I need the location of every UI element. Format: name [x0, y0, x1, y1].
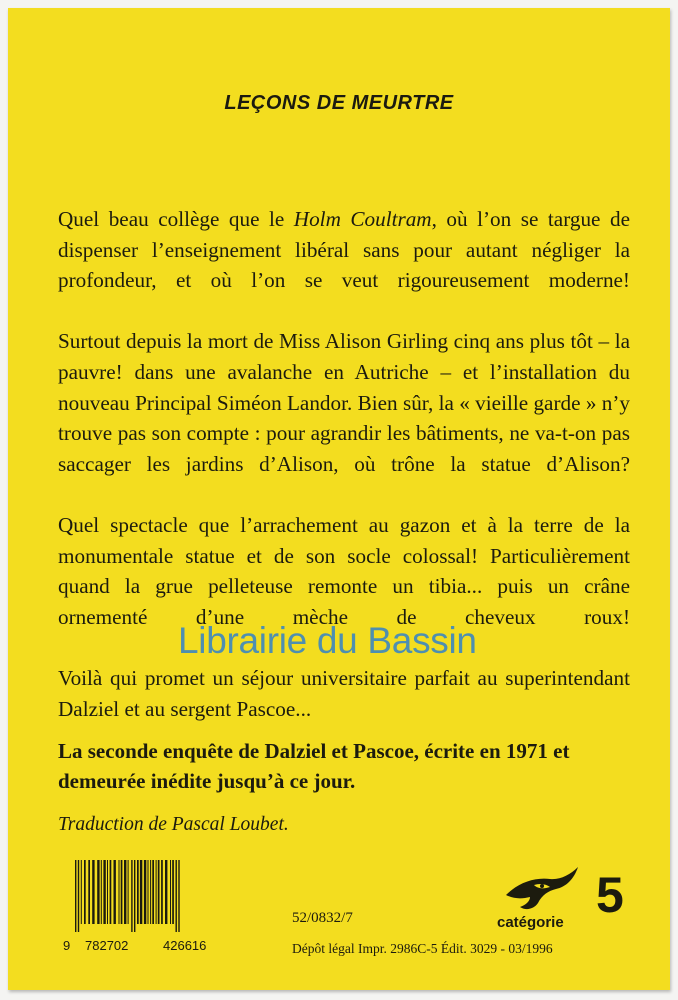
- barcode-bar: [97, 860, 99, 924]
- barcode-bar: [110, 860, 112, 924]
- barcode-bar: [92, 860, 94, 924]
- barcode-bar: [84, 860, 86, 924]
- reference-number: 52/0832/7: [292, 910, 353, 926]
- barcode-bar: [119, 860, 120, 924]
- barcode-bar: [170, 860, 171, 924]
- category-number: 5: [596, 867, 624, 923]
- barcode-guard-bar: [176, 860, 177, 932]
- barcode-bar: [165, 860, 167, 924]
- barcode-bar: [140, 860, 142, 924]
- barcode-bar: [172, 860, 174, 924]
- barcode-bar: [158, 860, 160, 924]
- book-back-cover: [8, 8, 670, 990]
- synopsis-paragraph-2: Surtout depuis la mort de Miss Alison Girling cinq ans plus tôt – la pauvre! dans une avalanche en Autriche – et l’installation du nouveau Principal Siméon Landor. Bien sûr, la « vieille garde » n’y trouve pas son compte : pour agrandir les bâtiments, ne va-t-on pas saccager les jardins d’Alison, où trône la statue d’Alison?: [58, 329, 630, 476]
- college-name: Holm Coultram: [293, 207, 432, 231]
- barcode-guard-bar: [78, 860, 79, 932]
- barcode-digits: [63, 938, 263, 953]
- barcode-bar: [161, 860, 163, 924]
- barcode-bar: [128, 860, 129, 924]
- bookseller-watermark: Librairie du Bassin: [178, 620, 477, 661]
- synopsis-paragraph-1: Quel beau collège que le Holm Coultram, où l’on se targue de dispenser l’enseignement libéral sans pour autant négliger la profondeur, et où l’on se veut rigoureusement moderne!: [58, 207, 630, 293]
- barcode-bar: [144, 860, 146, 924]
- barcode-digit-right: 426616: [163, 938, 207, 953]
- barcode-bar: [114, 860, 116, 924]
- barcode-bar: [101, 860, 102, 924]
- category-label: catégorie: [497, 914, 564, 931]
- barcode-bar: [148, 860, 149, 924]
- barcode-digit-left: 782702: [85, 938, 129, 953]
- barcode-bar: [88, 860, 90, 924]
- book-title: LEÇONS DE MEURTRE: [224, 92, 454, 114]
- barcode-bar: [121, 860, 123, 924]
- masked-figure-icon: [504, 865, 580, 918]
- series-summary: La seconde enquête de Dalziel et Pascoe, écrite en 1971 et demeurée inédite jusqu’à ce jour.: [58, 739, 570, 793]
- barcode-digit-prefix: 9: [63, 938, 71, 953]
- barcode-bar: [137, 860, 139, 924]
- synopsis-paragraph-3: Quel spectacle que l’arrachement au gazon et à la terre de la monumentale statue et de son socle colossal! Particulièrement quand la grue pelleteuse remonte un tibia... puis un crâne ornementé d’une mèche de cheveux roux!: [58, 512, 630, 629]
- barcode-bar: [150, 860, 151, 924]
- barcode-bar: [81, 860, 82, 924]
- barcode-guard-bar: [75, 860, 76, 932]
- barcode-bar: [103, 860, 105, 924]
- isbn-barcode: [63, 860, 249, 932]
- barcode-bar: [107, 860, 108, 924]
- barcode-guard-bar: [131, 860, 132, 932]
- barcode-guard-bar: [134, 860, 135, 932]
- translation-credit: Traduction de Pascal Loubet.: [58, 814, 289, 835]
- barcode-bar: [156, 860, 157, 924]
- barcode-guard-bar: [178, 860, 179, 932]
- legal-deposit: Dépôt légal Impr. 2986C-5 Édit. 3029 - 03/1996: [292, 941, 553, 956]
- barcode-bar: [152, 860, 154, 924]
- barcode-bar: [124, 860, 126, 924]
- synopsis-paragraph-4: Voilà qui promet un séjour universitaire parfait au superintendant Dalziel et au sergent Pascoe...: [58, 665, 630, 721]
- barcode-bars: [63, 860, 249, 932]
